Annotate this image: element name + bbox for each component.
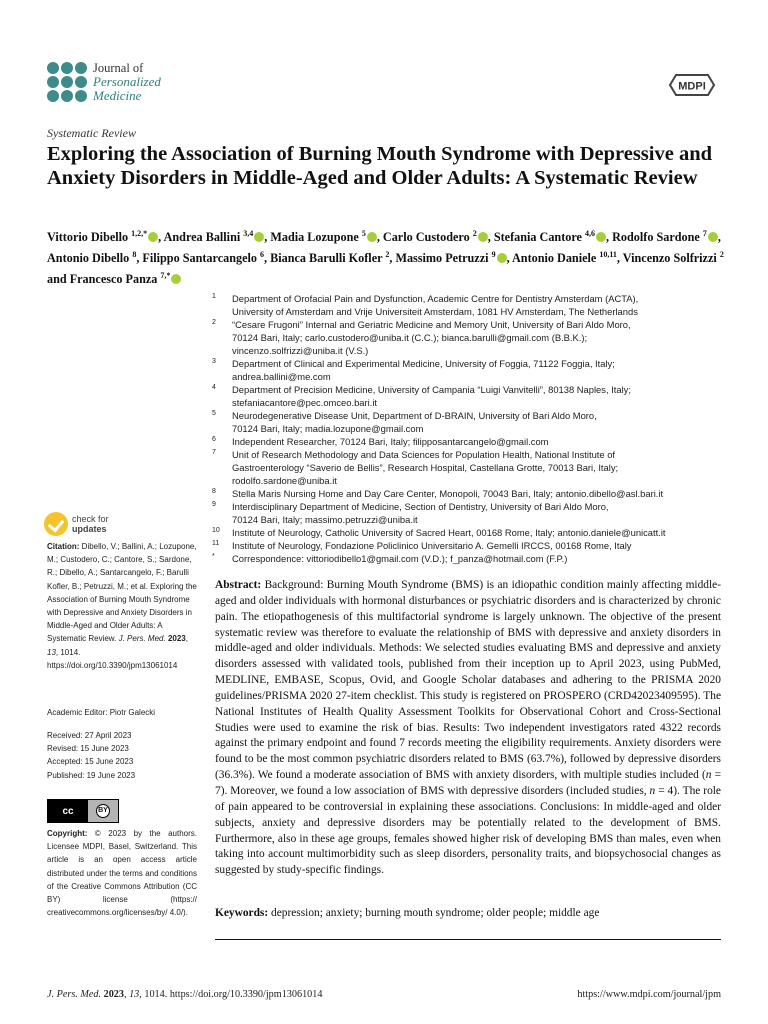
journal-logo-icon — [47, 62, 87, 102]
affiliation-item: 3 Department of Clinical and Experimental Medicine, University of Foggia, 71122 Foggia, Italy; andrea.ballini@me.com — [212, 358, 615, 382]
orcid-icon[interactable] — [171, 274, 181, 284]
affiliation-item: 9 Interdisciplinary Department of Medicine, Section of Dentistry, University of Bari Aldo Moro, 70124 Bari, Italy; massimo.petruzzi@uniba.it — [212, 501, 609, 525]
check-for-updates-button[interactable]: check for updates — [44, 512, 109, 536]
orcid-icon[interactable] — [367, 232, 377, 242]
accepted-date: Accepted: 15 June 2023 — [47, 757, 134, 767]
author-name[interactable]: Massimo Petruzzi $^9$ — [395, 251, 506, 265]
author-name[interactable]: Antonio Daniele $^{10,11}$ — [511, 250, 617, 266]
affiliation-item: 8 Stella Maris Nursing Home and Day Care Center, Monopoli, 70043 Bari, Italy; antonio.dibello@asl.bari.it — [212, 488, 664, 499]
affiliation-item: 2 “Cesare Frugoni” Internal and Geriatric Medicine and Memory Unit, University of Bari Aldo Moro, 70124 Bari, Italy; carlo.custodero@uniba.it (C.C.); bianca.barulli@gmail.com (B.B.K.); vincenzo.solfrizzi@uniba.it (V.S.) — [212, 319, 631, 356]
author-list: Vittorio Dibello $^{1,2,*}$ , Andrea Ballini $^{3,4}$ , Madia Lozupone $^5$ , Carlo Custodero $^2$ , Stefania Cantore $^{4,6}$ , Rodolfo Sardone $^7$ , Antonio Dibello $^8$, Filippo Santarcangelo $^6$, Bianca Barulli Kofler $^2$, Massimo Petruzzi $^9$ , Antonio Daniele $^{10,11}$, Vincenzo Solfrizzi $^2$ and Francesco Panza $^{7,*}$ — [47, 229, 724, 287]
revised-date: Revised: 15 June 2023 — [47, 744, 129, 754]
journal-logo[interactable] — [47, 61, 161, 103]
affiliation-item: 5 Neurodegenerative Disease Unit, Department of D-BRAIN, University of Bari Aldo Moro, 70124 Bari, Italy; madia.lozupone@gmail.com — [212, 410, 597, 434]
keywords-label: Keywords: — [215, 907, 269, 919]
journal-url-link[interactable]: https://www.mdpi.com/journal/jpm — [577, 989, 721, 1000]
author-name[interactable]: Antonio Dibello $^8$ — [47, 250, 137, 266]
affiliations — [208, 292, 728, 565]
orcid-icon[interactable] — [148, 232, 158, 242]
article-dates — [47, 729, 197, 782]
author-name[interactable]: Rodolfo Sardone $^7$ — [612, 230, 718, 244]
copyright-notice: Copyright: © 2023 by the authors. Licensee MDPI, Basel, Switzerland. This article is an open access article distributed under the terms and conditions of the Creative Commons Attribution (CC BY) license (https:// creativecommons.org/licenses/by/ 4.0/). — [47, 829, 197, 918]
keywords: Keywords: depression; anxiety; burning mouth syndrome; older people; middle age — [215, 907, 600, 919]
citation-block: Citation: Dibello, V.; Ballini, A.; Lozupone, M.; Custodero, C.; Cantore, S.; Sardone, R.; Dibello, A.; Santarcangelo, F.; Barulli Kofler, B.; Petruzzi, M.; et al. Exploring the Association of Burning Mouth Syndrome with Depressive and Anxiety Disorders in Middle-Aged and Older Adults: A Systematic Review. J. Pers. Med. 2023, 13, 1014. https://doi.org/10.3390/jpm13061014 — [47, 542, 197, 670]
received-date: Received: 27 April 2023 — [47, 731, 132, 740]
academic-editor: Academic Editor: Piotr Galecki — [47, 708, 156, 717]
affiliation-item: * Correspondence: vittoriodibello1@gmail.com (V.D.); f_panza@hotmail.com (F.P.) — [212, 553, 568, 564]
author-name[interactable]: Bianca Barulli Kofler $^2$ — [270, 250, 390, 266]
abstract: Abstract: Background: Burning Mouth Syndrome (BMS) is an idiopathic condition mainly affecting middle-aged and older individuals with hormonal disturbances or psychiatric disorders and is characterized by chronic pain. The etiopathogenesis of this multifactorial syndrome is largely unknown. The objective of the present systematic review was therefore to evaluate the relationship of BMS with depressive and anxiety disorders in middle-aged and older individuals. Methods: We selected studies evaluating BMS and depressive and anxiety disorders assessed with validated tools, published from their inception up to April 2023, using PubMed, MEDLINE, EMBASE, Scopus, Ovid, and Google Scholar databases and adhering to the PRISMA 2020 guidelines/PRISMA 2020 27-item checklist. This study is registered on PROSPERO (CRD42023409595). The National Institutes of Health Quality Assessment Toolkits for Observational Cohort and Cross-Sectional Studies were used to examine the risk of bias. Results: Two independent investigators rated 4322 records against the primary endpoint and found 7 records meeting the eligibility requirements. Anxiety disorders were found to be the most common psychiatric disorders related to BMS (63.7%), followed by depressive disorders (36.3%). We found a moderate association of BMS with anxiety disorders, with multiple studies included (n = 7). Moreover, we found a low association of BMS with depressive disorders (included studies, n = 4). The role of pain appeared to be controversial in explaining these associations. Conclusions: In middle-aged and older subjects, anxiety and depressive disorders may be potentially related to the development of BMS. Furthermore, also in these age groups, females showed higher risk of developing BMS than males, even when taking into account multimorbidity such as sleep disorders, personality traits, and biopsychosocial changes as suggested by study-specific findings. — [215, 579, 722, 877]
article-type: Systematic Review — [47, 126, 136, 140]
attribution-icon: BY — [96, 804, 110, 818]
orcid-icon[interactable] — [708, 232, 718, 242]
journal-name: Journal of Personalized Medicine — [93, 61, 161, 103]
author-name[interactable]: Carlo Custodero $^2$ — [383, 230, 488, 244]
author-name[interactable]: Stefania Cantore $^{4,6}$ — [494, 230, 606, 244]
footer-citation: J. Pers. Med. 2023, 13, 1014. https://doi.org/10.3390/jpm13061014 — [47, 989, 323, 1000]
article-title: Exploring the Association of Burning Mouth Syndrome with Depressive and Anxiety Disorders in Middle-Aged and Older Adults: A Systematic Review — [47, 143, 713, 189]
published-date: Published: 19 June 2023 — [47, 770, 136, 780]
publisher-name: MDPI — [678, 80, 706, 93]
author-name[interactable]: Madia Lozupone $^5$ — [270, 230, 376, 244]
orcid-icon[interactable] — [497, 253, 507, 263]
abstract-label: Abstract: — [215, 579, 262, 591]
check-updates-icon — [44, 512, 68, 536]
orcid-icon[interactable] — [478, 232, 488, 242]
author-name[interactable]: Vittorio Dibello $^{1,2,*}$ — [47, 230, 158, 244]
orcid-icon[interactable] — [596, 232, 606, 242]
author-name[interactable]: Vincenzo Solfrizzi $^2$ — [622, 250, 724, 266]
affiliation-item: 1 Department of Orofacial Pain and Dysfunction, Academic Centre for Dentistry Amsterdam (ACTA), University of Amsterdam and Vrije Universiteit Amsterdam, 1081 HV Amsterdam, The Netherlands — [212, 293, 639, 317]
affiliation-item: 4 Department of Precision Medicine, University of Campania “Luigi Vanvitelli”, 80138 Naples, Italy; stefaniacantore@pec.omceo.bari.it — [212, 384, 631, 408]
cc-license-badge[interactable] — [47, 799, 119, 823]
divider — [215, 939, 721, 940]
mdpi-logo[interactable] — [666, 72, 718, 98]
affiliation-item: 6 Independent Researcher, 70124 Bari, Italy; filipposantarcangelo@gmail.com — [212, 436, 549, 447]
orcid-icon[interactable] — [254, 232, 264, 242]
author-name[interactable]: Francesco Panza $^{7,*}$ — [70, 272, 182, 286]
affiliation-item: 11 Institute of Neurology, Fondazione Policlinico Universitario A. Gemelli IRCCS, 00168 Rome, Italy — [212, 540, 632, 551]
citation-doi-link[interactable]: https://doi.org/10.3390/jpm13061014 — [47, 660, 178, 670]
author-name[interactable]: Filippo Santarcangelo $^6$ — [142, 250, 265, 266]
affiliation-item: 7 Unit of Research Methodology and Data Sciences for Population Health, National Institute of Gastroenterology “Saverio de Bellis”, Research Hospital, Castellana Grotte, 70013 Bari, Italy; rodolfo.sardone@uniba.it — [212, 449, 619, 486]
author-name[interactable]: Andrea Ballini $^{3,4}$ — [164, 230, 265, 244]
affiliation-item: 10 Institute of Neurology, Catholic University of Sacred Heart, 00168 Rome, Italy; antonio.daniele@unicatt.it — [212, 527, 666, 538]
cc-icon: cc — [48, 800, 88, 822]
